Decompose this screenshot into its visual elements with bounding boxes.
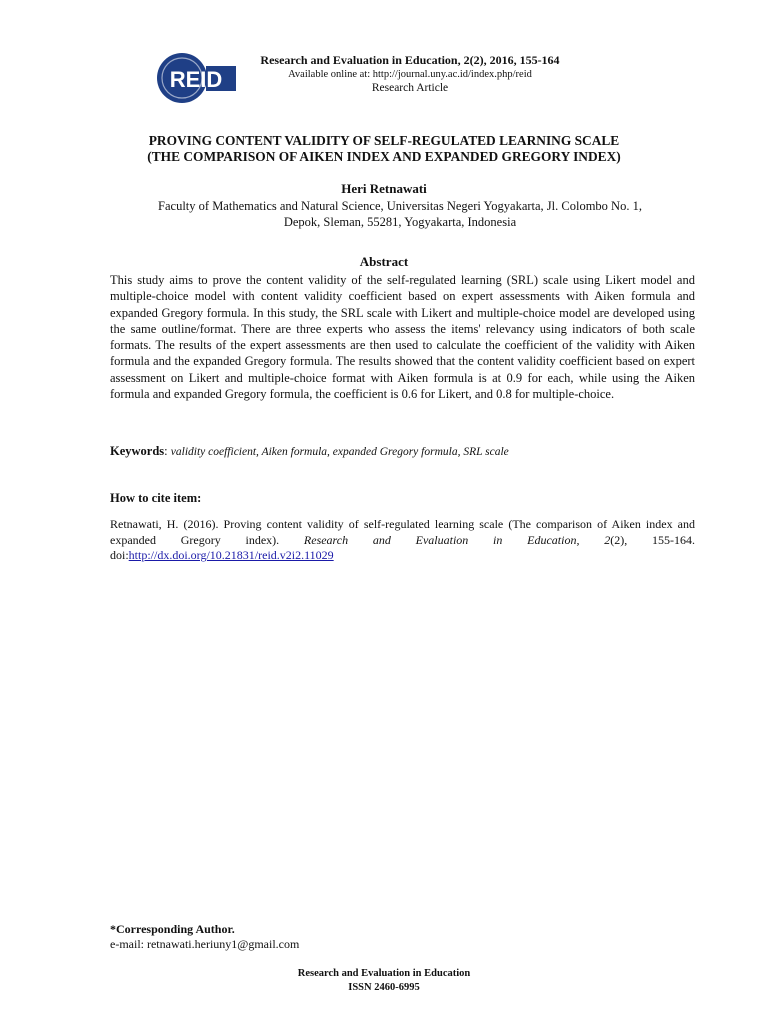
footer-journal: Research and Evaluation in Education <box>297 968 471 979</box>
available-online-line[interactable]: Available online at: http://journal.uny.ac.id/index.php/reid <box>288 69 532 80</box>
title-line-1: PROVING CONTENT VALIDITY OF SELF-REGULATED LEARNING SCALE <box>148 133 620 148</box>
keywords: Keywords: validity coefficient, Aiken formula, expanded Gregory formula, SRL scale <box>110 444 509 458</box>
citation-issue: (2), 155-164. doi: <box>110 532 695 562</box>
logo-text: REID <box>169 67 223 92</box>
corresponding-author <box>110 922 299 952</box>
author-name: Heri Retnawati <box>341 181 427 196</box>
citation-plain: Retnawati, H. (2016). Proving content validity of self-regulated learning scale (The comparison of Aiken index and expanded Gregory index). <box>110 517 695 547</box>
title-line-2: (THE COMPARISON OF AIKEN INDEX AND EXPANDED GREGORY INDEX) <box>147 149 621 164</box>
keywords-list: validity coefficient, Aiken formula, expanded Gregory formula, SRL scale <box>170 446 509 458</box>
journal-header <box>200 53 620 96</box>
corresponding-heading: *Corresponding Author. <box>110 922 235 936</box>
article-type: Research Article <box>371 82 449 94</box>
page-footer <box>96 967 672 995</box>
abstract-text: This study aims to prove the content validity of the self-regulated learning (SRL) scale using Likert model and multiple-choice model with content validity coefficient based on expert assessments with Aiken formula and expanded Gregory formula. In this study, the SRL scale with Likert and multiple-choice model are developed using the same outline/format. There are three experts who assess the items' relevancy using indicators of both scale formats. The results of the expert assessments are then used to calculate the coefficient of the validity with Aiken formula and the expanded Gregory formula. The results showed that the content validity coefficient based on expert assessment on Likert and multiple-choice format with Aiken formula is at 0.9 for each, while using the Aiken formula and expanded Gregory formula, the coefficient is 0.6 for Likert, and 0.8 for multiple-choice. <box>110 273 695 402</box>
affiliation-line-2: Depok, Sleman, 55281, Yogyakarta, Indonesia <box>283 215 517 229</box>
abstract-heading: Abstract <box>359 254 409 269</box>
citation-text <box>110 517 695 564</box>
affiliation-line-1: Faculty of Mathematics and Natural Science, Universitas Negeri Yogyakarta, Jl. Colombo No. 1, <box>158 199 642 213</box>
affiliation <box>110 198 690 230</box>
corresponding-email[interactable]: e-mail: retnawati.heriuny1@gmail.com <box>110 937 300 951</box>
citation-journal: Research and Evaluation in Education, 2 <box>303 532 611 547</box>
paper-title <box>96 133 672 165</box>
doi-link[interactable]: http://dx.doi.org/10.21831/reid.v2i2.11029 <box>128 548 334 562</box>
journal-citation-line: Research and Evaluation in Education, 2(2), 2016, 155-164 <box>260 53 560 67</box>
cite-heading: How to cite item: <box>110 491 202 505</box>
keywords-label: Keywords <box>110 444 165 458</box>
footer-issn: ISSN 2460-6995 <box>348 982 420 993</box>
